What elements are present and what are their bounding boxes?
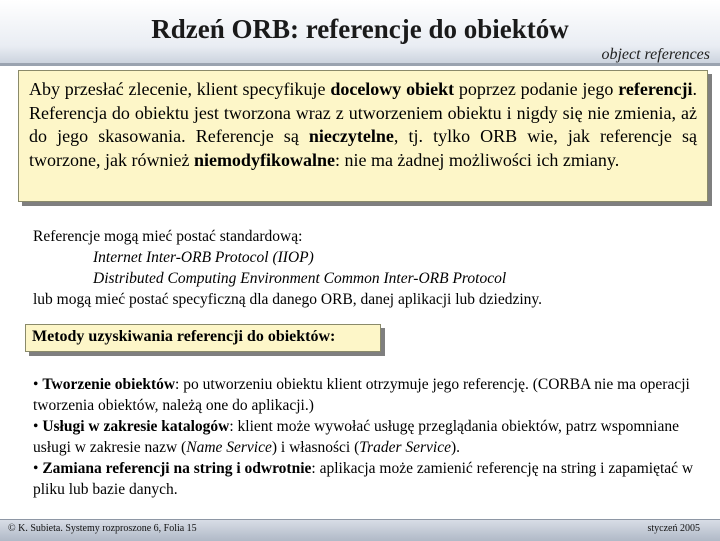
forms-iiop: Internet Inter-ORB Protocol (IIOP) <box>93 249 314 266</box>
intro-bold-2: referencji <box>618 79 693 99</box>
bullet-mark: • <box>33 460 43 477</box>
intro-text-2: poprzez podanie jego <box>454 79 619 99</box>
title-divider <box>0 63 720 66</box>
list-item <box>33 416 711 458</box>
bullet-title: Usługi w zakresie katalogów <box>42 418 230 435</box>
forms-line-4: lub mogą mieć postać specyficzną dla danego ORB, danej aplikacji lub dziedziny. <box>33 291 543 308</box>
bullet-italic: Name Service <box>186 439 272 456</box>
footer-date: styczeń 2005 <box>647 523 700 534</box>
bullet-text: : aplikacja może zamienić referencję na string i zapamiętać w pliku lub bazie danych. <box>33 460 694 498</box>
forms-line-1: Referencje mogą mieć postać standardową: <box>33 228 303 245</box>
intro-text-4: , tj. tylko ORB wie, jak referencje są tworzone, jak również <box>29 126 697 170</box>
intro-text-1: Aby przesłać zlecenie, klient specyfikuje <box>29 79 331 99</box>
methods-heading: Metody uzyskiwania referencji do obiektów: <box>25 324 381 352</box>
intro-text-3: . Referencja do obiektu jest tworzona wraz z utworzeniem obiektu i nigdy się nie zmienia, aż do jego skasowania. Referencje są <box>29 79 697 146</box>
bullet-mark: • <box>33 376 43 393</box>
reference-forms <box>33 226 713 310</box>
list-item <box>33 374 711 416</box>
forms-dce: Distributed Computing Environment Common Inter-ORB Protocol <box>93 270 507 287</box>
bullet-italic: Trader Service <box>359 439 451 456</box>
bullet-text: : po utworzeniu obiektu klient otrzymuje jego referencję. (CORBA nie ma operacji tworzenia obiektów, należą one do aplikacji.) <box>33 376 690 414</box>
methods-list <box>33 374 711 500</box>
footer-credit: © K. Subieta. Systemy rozproszone 6, Folia 15 <box>8 523 197 534</box>
intro-bold-1: docelowy obiekt <box>330 79 455 99</box>
intro-box <box>18 70 708 202</box>
bullet-text: ). <box>450 439 461 456</box>
bullet-text: ) i własności ( <box>271 439 360 456</box>
bullet-text: : klient może wywołać usługę przeglądania obiektów, patrz wspomniane usługi w zakresie nazw ( <box>33 418 679 456</box>
intro-bold-4: niemodyfikowalne <box>193 149 335 170</box>
page-subtitle: object references <box>601 46 710 63</box>
page-title: Rdzeń ORB: referencje do obiektów <box>151 14 569 44</box>
list-item <box>33 458 711 500</box>
intro-text-5: : nie ma żadnej możliwości ich zmiany. <box>334 149 620 170</box>
intro-bold-3: nieczytelne <box>308 126 394 146</box>
bullet-title: Zamiana referencji na string i odwrotnie <box>42 460 312 477</box>
bullet-mark: • <box>33 418 43 435</box>
bullet-title: Tworzenie obiektów <box>42 376 176 393</box>
